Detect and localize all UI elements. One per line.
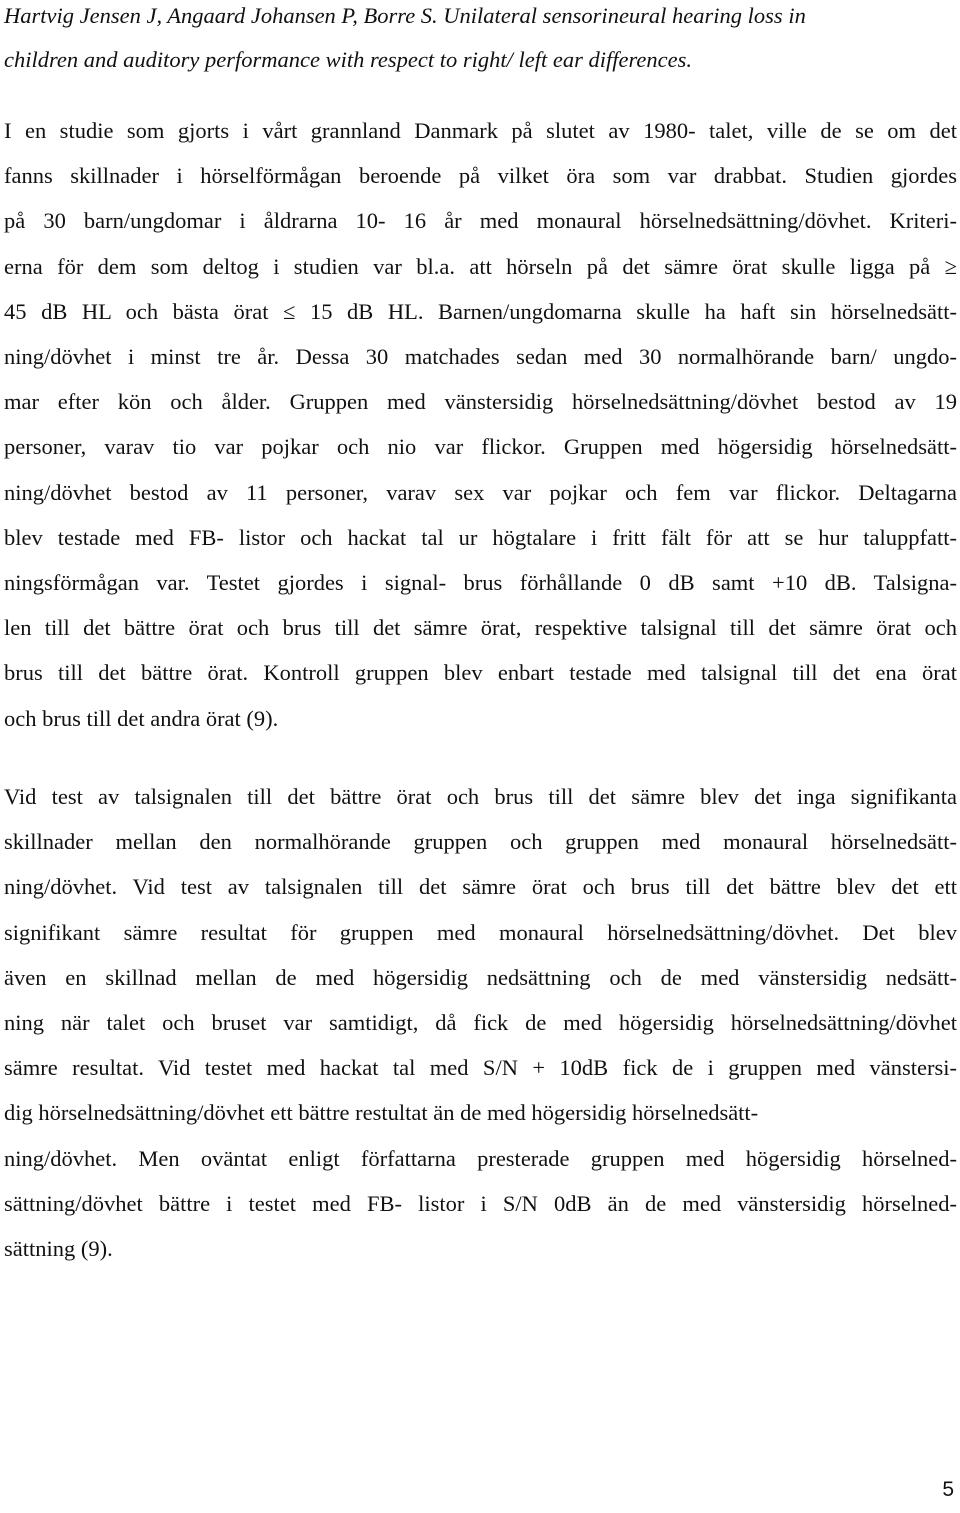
paragraph-line: Vid test av talsignalen till det bättre örat och brus till det sämre blev det inga signifikanta (4, 784, 957, 809)
reference-citation (4, 0, 954, 82)
paragraph-line: erna för dem som deltog i studien var bl.a. att hörseln på det sämre örat skulle ligga på ≥ (4, 253, 957, 279)
paragraph-line: ning/dövhet i minst tre år. Dessa 30 matchades sedan med 30 normalhörande barn/ ungdo- (4, 344, 957, 370)
paragraph-line: blev testade med FB- listor och hackat tal ur högtalare i fritt fält för att se hur taluppfatt- (4, 524, 957, 550)
body-paragraph-results (4, 774, 957, 1271)
paragraph-line: dig hörselnedsättning/dövhet ett bättre restultat än de med högersidig hörselnedsätt- (4, 1100, 759, 1126)
paragraph-line: 45 dB HL och bästa örat ≤ 15 dB HL. Barnen/ungdomarna skulle ha haft sin hörselnedsätt- (4, 298, 957, 324)
paragraph-line: signifikant sämre resultat för gruppen med monaural hörselnedsättning/dövhet. Det blev (4, 919, 957, 945)
paragraph-line: skillnader mellan den normalhörande gruppen och gruppen med monaural hörselnedsätt- (4, 829, 957, 855)
paragraph-line: även en skillnad mellan de med högersidig nedsättning och de med vänstersidig nedsätt- (4, 964, 957, 990)
citation-line: children and auditory performance with respect to right/ left ear differences. (4, 47, 693, 72)
paragraph-line: I en studie som gjorts i vårt grannland Danmark på slutet av 1980- talet, ville de se om det (4, 118, 957, 143)
paragraph-line: ningsförmågan var. Testet gjordes i signal- brus förhållande 0 dB samt +10 dB. Talsigna- (4, 570, 957, 596)
paragraph-line: ning/dövhet. Men oväntat enligt författarna presterade gruppen med högersidig hörselned- (4, 1145, 957, 1171)
paragraph-line: personer, varav tio var pojkar och nio var flickor. Gruppen med högersidig hörselnedsätt- (4, 434, 957, 460)
paragraph-line: ning när talet och bruset var samtidigt, då fick de med högersidig hörselnedsättning/dövhet (4, 1010, 957, 1036)
paragraph-line: brus till det bättre örat. Kontroll gruppen blev enbart testade med talsignal till det ena örat (4, 660, 957, 686)
paragraph-line: ning/dövhet. Vid test av talsignalen till det sämre örat och brus till det bättre blev det ett (4, 874, 957, 900)
citation-line: Hartvig Jensen J, Angaard Johansen P, Borre S. Unilateral sensorineural hearing loss in (4, 3, 806, 28)
paragraph-line: sämre resultat. Vid testet med hackat tal med S/N + 10dB fick de i gruppen med vänstersi- (4, 1055, 957, 1081)
paragraph-line: fanns skillnader i hörselförmågan beroende på vilket öra som var drabbat. Studien gjordes (4, 163, 957, 189)
page-number: 5 (942, 1478, 954, 1501)
body-paragraph-study-description (4, 108, 957, 741)
paragraph-line: sättning (9). (4, 1236, 113, 1262)
paragraph-line: och brus till det andra örat (9). (4, 705, 279, 731)
paragraph-line: len till det bättre örat och brus till det sämre örat, respektive talsignal till det sämre örat och (4, 615, 957, 641)
paragraph-line: ning/dövhet bestod av 11 personer, varav sex var pojkar och fem var flickor. Deltagarna (4, 479, 957, 505)
paragraph-line: sättning/dövhet bättre i testet med FB- listor i S/N 0dB än de med vänstersidig hörselned- (4, 1190, 957, 1216)
paragraph-line: mar efter kön och ålder. Gruppen med vänstersidig hörselnedsättning/dövhet bestod av 19 (4, 389, 957, 415)
paragraph-line: på 30 barn/ungdomar i åldrarna 10- 16 år med monaural hörselnedsättning/dövhet. Kriteri- (4, 208, 957, 234)
